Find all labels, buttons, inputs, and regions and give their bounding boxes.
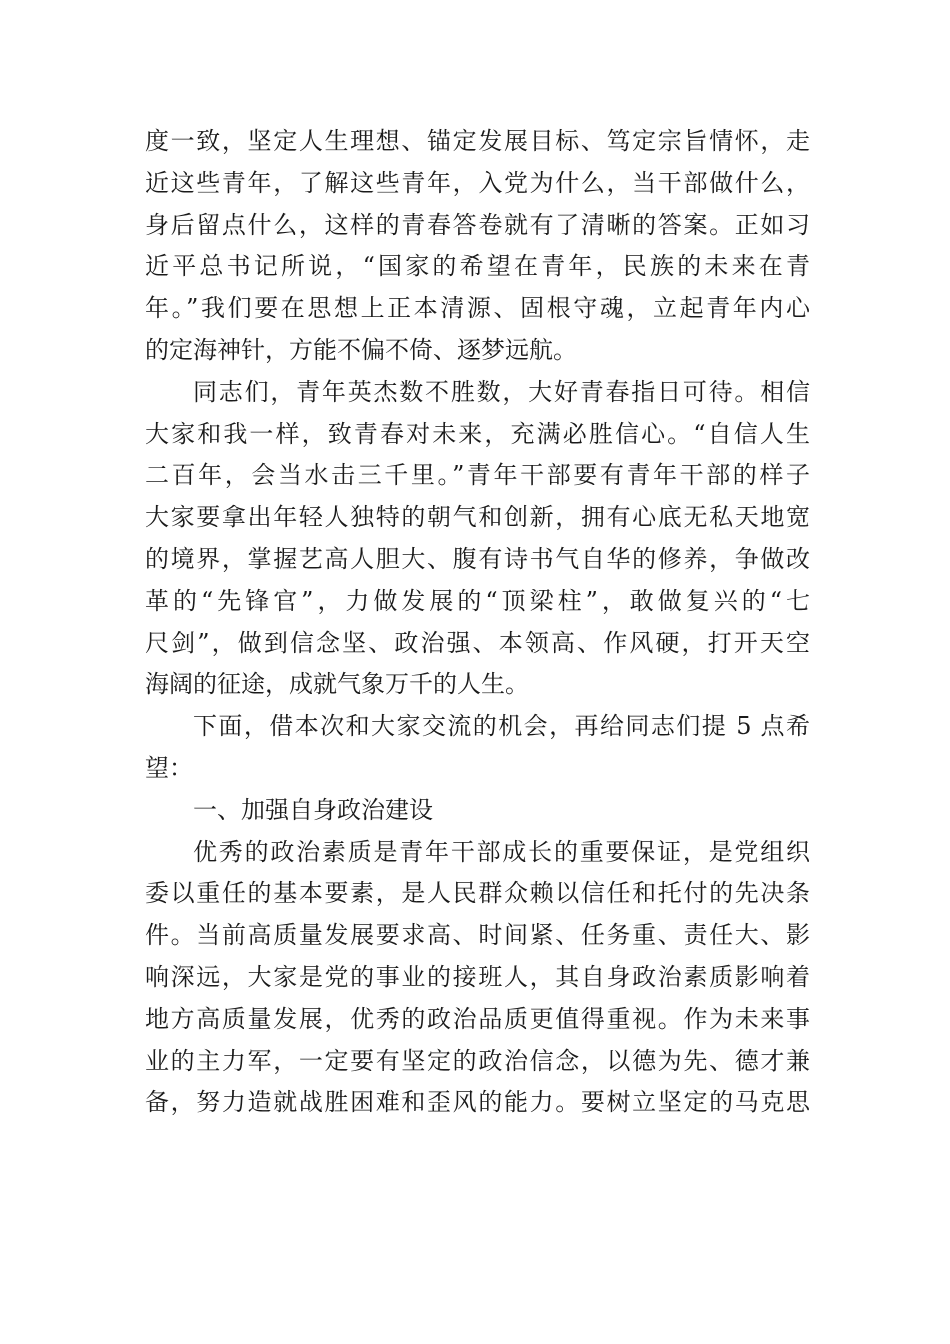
text-line: 年。”我们要在思想上正本清源、固根守魂，立起青年内心: [145, 294, 810, 323]
text-line: 近这些青年，了解这些青年，入党为什么，当干部做什么，: [145, 168, 810, 197]
body-text: [145, 121, 810, 1124]
text-line: 备，努力造就战胜困难和歪风的能力。要树立坚定的马克思: [145, 1088, 810, 1117]
text-line: 度一致，坚定人生理想、锚定发展目标、笃定宗旨情怀，走: [145, 127, 810, 155]
text-line: 优秀的政治素质是青年干部成长的重要保证，是党组织: [193, 837, 810, 866]
text-line: 委以重任的基本要素，是人民群众赖以信任和托付的先决条: [145, 879, 810, 908]
text-line: 同志们，青年英杰数不胜数，大好青春指日可待。相信: [193, 377, 810, 406]
text-line: 尺剑”，做到信念坚、政治强、本领高、作风硬，打开天空: [145, 628, 810, 657]
text-line: 业的主力军，一定要有坚定的政治信念，以德为先、德才兼: [145, 1046, 810, 1075]
text-line: 一、加强自身政治建设: [193, 795, 433, 824]
text-line: 海阔的征途，成就气象万千的人生。: [145, 670, 529, 699]
text-line: 二百年，会当水击三千里。”青年干部要有青年干部的样子: [145, 461, 810, 490]
text-line: 的境界，掌握艺高人胆大、腹有诗书气自华的修养，争做改: [145, 544, 810, 573]
text-line: 大家和我一样，致青春对未来，充满必胜信心。“自信人生: [145, 419, 810, 448]
text-line: 身后留点什么，这样的青春答卷就有了清晰的答案。正如习: [145, 210, 810, 239]
text-line: 的定海神针，方能不偏不倚、逐梦远航。: [145, 335, 577, 364]
text-line: 大家要拿出年轻人独特的朝气和创新，拥有心底无私天地宽: [145, 503, 810, 532]
text-line: 近平总书记所说，“国家的希望在青年，民族的未来在青: [145, 252, 810, 281]
text-line: 下面，借本次和大家交流的机会，再给同志们提 5 点希: [193, 712, 810, 741]
text-line: 望：: [145, 753, 193, 782]
text-line: 件。当前高质量发展要求高、时间紧、任务重、责任大、影: [145, 921, 810, 950]
text-line: 响深远，大家是党的事业的接班人，其自身政治素质影响着: [145, 962, 810, 991]
text-line: 地方高质量发展，优秀的政治品质更值得重视。作为未来事: [145, 1004, 810, 1033]
text-line: 革的“先锋官”，力做发展的“顶梁柱”，敢做复兴的“七: [145, 586, 810, 615]
